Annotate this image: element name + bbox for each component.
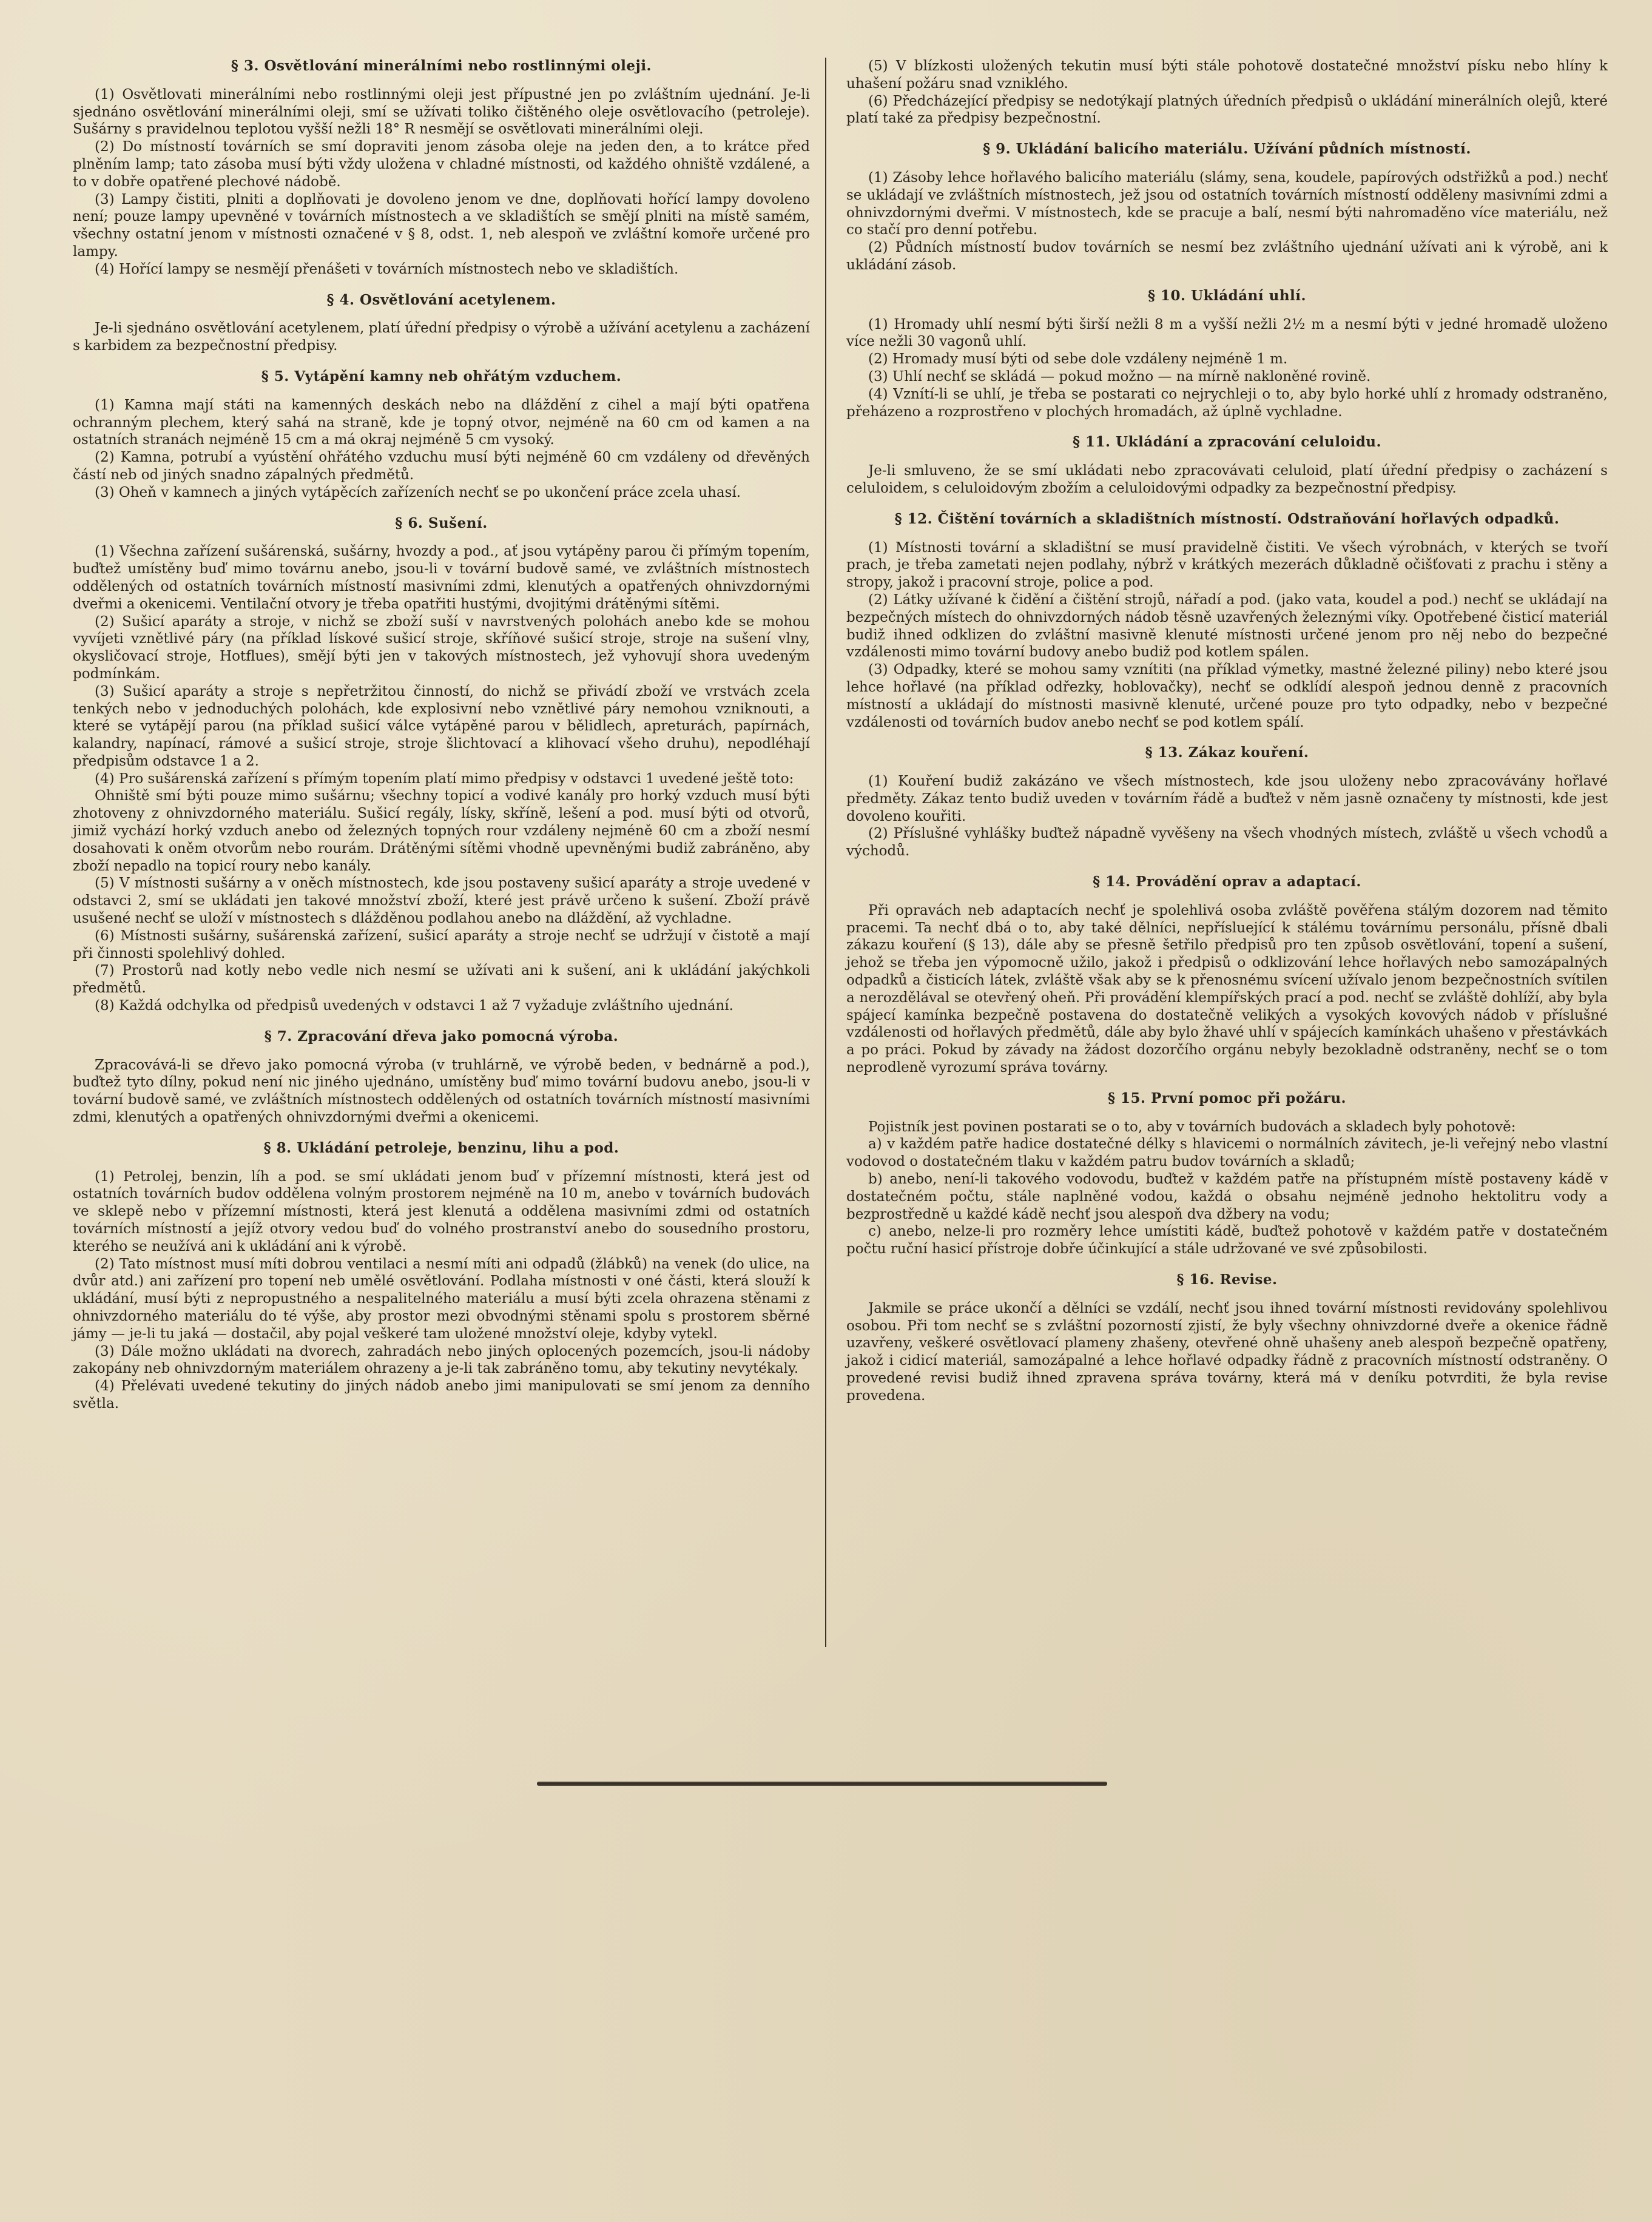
paragraph: (3) Dále možno ukládati na dvorech, zahradách nebo jiných oplocených pozemcích, jsou-li nádoby zakopány neb ohnivzdorným materiálem ohrazeny a je-li tak zabráněno tomu, aby tekutiny nevytékaly. bbox=[73, 1343, 810, 1377]
paragraph: (6) Předcházející předpisy se nedotýkají platných úředních předpisů o ukládání minerálních olejů, které platí také za předpisy bezpečnostní. bbox=[846, 93, 1608, 127]
paragraph: (1) Kamna mají státi na kamenných deskách nebo na dláždění z cihel a mají býti opatřena ochranným plechem, který sahá na straně, kde je topný otvor, nejméně na 60 cm od kamen a na ostatních stranách nejméně 15 cm a má okraj nejméně 5 cm vysoký. bbox=[73, 397, 810, 448]
paragraph: (5) V místnosti sušárny a v oněch místnostech, kde jsou postaveny sušicí aparáty a stroje uvedené v odstavci 2, smí se ukládati jen takové množství zboží, které jest právě určeno k sušení. Zboží právě usušené nechť se uloží v místnostech s dlážděnou podlahou anebo na dláždění, až vychladne. bbox=[73, 875, 810, 927]
paragraph: (1) Všechna zařízení sušárenská, sušárny, hvozdy a pod., ať jsou vytápěny parou či přímým topením, buďtež umístěny buď mimo továrnu anebo, jsou-li v tovární budově samé, ve zvláštních místnostech oddělených od ostatních továrních místností masivními zdmi, klenutých a opatřených ohnivzdornými dveřmi a okenicemi. Ventilační otvory je třeba opatřiti hustými, dvojitými drátěnými sítěmi. bbox=[73, 544, 810, 612]
section-heading: § 11. Ukládání a zpracování celuloidu. bbox=[1072, 434, 1382, 451]
paragraph: (2) Sušicí aparáty a stroje, v nichž se zboží suší v navrstvených polohách anebo kde se mohou vyvíjeti vznětlivé páry (na příklad lískové sušicí stroje, skříňové sušicí stroje, stroje na sušení vlny, okysličovací stroje, Hotflues), smějí býti jen v takových místnostech, jež vyhovují shora uvedeným podmínkám. bbox=[73, 613, 810, 682]
paragraph: (3) Oheň v kamnech a jiných vytápěcích zařízeních nechť se po ukončení práce zcela uhasí. bbox=[95, 484, 741, 500]
paragraph: (2) Příslušné vyhlášky buďtež nápadně vyvěšeny na všech vhodných místech, zvláště u všech vchodů a východů. bbox=[846, 826, 1608, 860]
bottom-ornament-rule bbox=[537, 1782, 1107, 1786]
paragraph: (1) Kouření budiž zakázáno ve všech místnostech, kde jsou uloženy nebo zpracovávány hořlavé předměty. Zákaz tento budiž uveden v továrním řádě a buďtež v něm jasně označeny ty místnosti, kde jest dovoleno kouřiti. bbox=[846, 773, 1608, 824]
paragraph: c) anebo, nelze-li pro rozměry lehce umístiti kádě, buďtež pohotově v každém patře v dostatečném počtu ruční hasicí přístroje dobře účinkující a stále udržované ve své způsobilosti. bbox=[846, 1224, 1608, 1257]
paragraph: (8) Každá odchylka od předpisů uvedených v odstavci 1 až 7 vyžaduje zvláštního ujednání. bbox=[95, 998, 733, 1014]
paragraph: (4) Vznítí-li se uhlí, je třeba se postarati co nejrychleji o to, aby bylo horké uhlí z hromady odstraněno, přeházeno a rozprostřeno v plochých hromadách, až úplně vychladne. bbox=[846, 386, 1608, 420]
section-heading: § 14. Provádění oprav a adaptací. bbox=[1093, 874, 1361, 890]
section-heading: § 4. Osvětlování acetylenem. bbox=[326, 291, 556, 308]
paragraph: (4) Pro sušárenská zařízení s přímým topením platí mimo předpisy v odstavci 1 uvedené ještě toto: bbox=[95, 770, 794, 787]
paragraph: (1) Hromady uhlí nesmí býti širší nežli 8 m a vyšší nežli 2½ m a nesmí býti v jedné hromadě uloženo více nežli 30 vagonů uhlí. bbox=[846, 316, 1608, 350]
paragraph: Zpracovává-li se dřevo jako pomocná výroba (v truhlárně, ve výrobě beden, v bednárně a pod.), buďtež tyto dílny, pokud není nic jiného ujednáno, umístěny buď mimo tovární budovu anebo, jsou-li v tovární budově samé, ve zvláštních místnostech oddělených od ostatních továrních místností masivními zdmi, klenutých a opatřených ohnivzdornými dveřmi a okenicemi. bbox=[73, 1057, 810, 1126]
paragraph: Při opravách neb adaptacích nechť je spolehlivá osoba zvláště pověřena stálým dozorem nad těmito pracemi. Ta nechť dbá o to, aby také dělníci, nepřísluející k stálému továrnímu personálu, přísně dbali zákazu kouření (§ 13), dále aby se přesně šetřilo předpisů pro ten způsob osvětlování, topení a sušení, jehož se třeba jen výpomocně užilo, jakož i předpisů o odklizování lehce hořlavých nebo samozápalných odpadků a čisticích látek, zvláště však aby se k přenosnému svícení užívalo jenom bezpečnostních svítilen a nerozdělával se otevřený oheň. Při provádění klempířských prací a pod. nechť se zvláště dohlíží, aby byla spájecí kamínka bezpečně postavena do dostatečně velikých a vysokých kovových nádob v příslušné vzdálenosti od hořlavých předmětů, dále aby bylo žhavé uhlí v spájecích kamínkách uhašeno v přestávkách a po práci. Pokud by závady na žádost dozorčího orgánu nebyly bezokladně odstraněny, nechť se o tom neprodleně vyrozumí správa továrny. bbox=[846, 902, 1608, 1076]
paragraph: (2) Půdních místností budov továrních se nesmí bez zvláštního ujednání užívati ani k výrobě, ani k ukládání zásob. bbox=[846, 240, 1608, 273]
right-column bbox=[846, 58, 1608, 1405]
paragraph: (2) Hromady musí býti od sebe dole vzdáleny nejméně 1 m. bbox=[868, 351, 1288, 368]
paragraph: (1) Místnosti tovární a skladištní se musí pravidelně čistiti. Ve všech výrobnách, v kterých se tvoří prach, je třeba zametati nejen podlahy, nýbrž v krátkých mezerách důkladně očišťovati z prachu i stěny a stropy, jakož i pracovní stroje, police a pod. bbox=[846, 539, 1608, 591]
paragraph: (2) Kamna, potrubí a vyústění ohřátého vzduchu musí býti nejméně 60 cm vzdáleny od dřevěných částí neb od jiných snadno zápalných předmětů. bbox=[73, 449, 810, 483]
paragraph: b) anebo, není-li takového vodovodu, buďtež v každém patře na přístupném místě postaveny kádě v dostatečném počtu, stále naplněné vodou, každá o obsahu nejméně jednoho hektolitru vody a bezprostředně u každé kádě nechť jsou alespoň dva džbery na vodu; bbox=[846, 1171, 1608, 1222]
section-heading: § 10. Ukládání uhlí. bbox=[1147, 287, 1307, 304]
paragraph: (7) Prostorů nad kotly nebo vedle nich nesmí se užívati ani k sušení, ani k ukládání jakýchkoli předmětů. bbox=[73, 963, 810, 997]
paragraph: Pojistník jest povinen postarati se o to, aby v továrních budovách a skladech byly pohotově: bbox=[868, 1119, 1516, 1135]
section-heading: § 12. Čištění továrních a skladištních místností. Odstraňování hořlavých odpadků. bbox=[894, 510, 1560, 527]
paragraph: (2) Látky užívané k čidění a čištění strojů, nářadí a pod. (jako vata, koudel a pod.) nechť se ukládají na bezpečných místech do ohnivzdorných nádob těsně uzavřených železnými víky. Opotřebené čisticí materiál budiž ihned odklizen do zvláštní masivně klenuté místnosti určené jenom pro něj nebo do bezpečné vzdálenosti mimo tovární budovy anebo budiž pod kotlem spálen. bbox=[846, 591, 1608, 661]
paragraph: (3) Lampy čistiti, plniti a doplňovati je dovoleno jenom ve dne, doplňovati hořící lampy dovoleno není; pouze lampy upevněné v továrních místnostech a ve skladištích se smějí plniti na místě samém, všechny ostatní jenom v místnosti označené v § 8, odst. 1, neb alespoň ve zvláštní komoře určené pro lampy. bbox=[73, 191, 810, 260]
paragraph: (1) Osvětlovati minerálními nebo rostlinnými oleji jest přípustné jen po zvláštním ujednání. Je-li sjednáno osvětlování minerálními oleji, smí se užívati toliko čištěného oleje osvětlovacího (petroleje). Sušárny s pravidelnou teplotou vyšší nežli 18° R nesmějí se osvětlovati minerálními oleji. bbox=[73, 86, 810, 138]
section-heading: § 13. Zákaz kouření. bbox=[1145, 744, 1309, 761]
paragraph: Jakmile se práce ukončí a dělníci se vzdálí, nechť jsou ihned tovární místnosti revidovány spolehlivou osobou. Při tom nechť se s zvláštní pozorností zjistí, že byly všechny ohnivzdorné dveře a okenice řádně uzavřeny, veškeré osvětlovací plameny zhašeny, otevřené ohně uhašeny aneb alespoň bezpečně opatřeny, jakož i cidicí materiál, samozápalné a lehce hořlavé odpadky řádně z pracovních místností odstraněny. O provedené revisi budiž ihned zpravena správa továrny, která má v deníku potvrditi, že byla revise provedena. bbox=[846, 1300, 1608, 1404]
paragraph: (2) Do místností továrních se smí dopraviti jenom zásoba oleje na jeden den, a to krátce před plněním lamp; tato zásoba musí býti vždy uložena v chladné místnosti, od každého ohniště vzdálené, a to v dobře opatřené plechové nádobě. bbox=[73, 139, 810, 190]
paragraph: (4) Přelévati uvedené tekutiny do jiných nádob anebo jimi manipulovati se smí jenom za denního světla. bbox=[73, 1378, 810, 1412]
section-heading: § 6. Sušení. bbox=[395, 514, 488, 531]
column-divider bbox=[825, 58, 826, 1647]
paragraph: (5) V blízkosti uložených tekutin musí býti stále pohotově dostatečné množství písku nebo hlíny k uhašení požáru snad vzniklého. bbox=[846, 58, 1608, 92]
paragraph: (4) Hořící lampy se nesmějí přenášeti v továrních místnostech nebo ve skladištích. bbox=[95, 261, 679, 277]
section-heading: § 7. Zpracování dřeva jako pomocná výroba. bbox=[264, 1028, 619, 1045]
paragraph: a) v každém patře hadice dostatečné délky s hlavicemi o normálních závitech, je-li veřejný nebo vlastní vodovod o dostatečném tlaku v každém patru budov továrních a skladů; bbox=[846, 1136, 1608, 1170]
paragraph: Ohniště smí býti pouze mimo sušárnu; všechny topicí a vodivé kanály pro horký vzduch musí býti zhotoveny z ohnivzdorného materiálu. Sušicí regály, lísky, skříně, lešení a pod. musí býti od otvorů, jimiž vychází horký vzduch anebo od železných topných rour vzdáleny nejméně 60 cm a zboží nesmí dosahovati k oněm otvorům nebo rourám. Drátěnými sítěmi vhodně upevněnými budiž zabráněno, aby zboží nepadlo na topicí roury nebo kanály. bbox=[73, 788, 810, 874]
paragraph: (6) Místnosti sušárny, sušárenská zařízení, sušicí aparáty a stroje nechť se udržují v čistotě a mají při činnosti spolehlivý dohled. bbox=[73, 928, 810, 961]
section-heading: § 8. Ukládání petroleje, benzinu, lihu a pod. bbox=[263, 1139, 619, 1156]
paragraph: (2) Tato místnost musí míti dobrou ventilaci a nesmí míti ani odpadů (žlábků) na venek (do ulice, na dvůr atd.) ani zařízení pro topení neb umělé osvětlování. Podlaha místnosti v oné části, která slouží k ukládání, musí býti z nepropustného a nespalitelného materiálu a musí býti zcela ohrazena stěnami z ohnivzdorného materiálu do té výše, aby prostor mezi obvodnými stěnami spolu s prostorem sběrné jámy — je-li tu jaká — dostačil, aby pojal veškeré tam uložené množství oleje, kdyby vytekl. bbox=[73, 1256, 810, 1342]
section-heading: § 3. Osvětlování minerálními nebo rostlinnými oleji. bbox=[231, 58, 652, 74]
paragraph: (1) Zásoby lehce hořlavého balicího materiálu (slámy, sena, koudele, papírových odstřižků a pod.) nechť se ukládají ve zvláštních místnostech, jež jsou od ostatních továrních místností odděleny masivními zdmi a ohnivzdornými dveřmi. V místnostech, kde se pracuje a balí, nesmí býti nahromaděno více materiálu, než co stačí pro denní potřebu. bbox=[846, 169, 1608, 238]
paragraph: (1) Petrolej, benzin, líh a pod. se smí ukládati jenom buď v přízemní místnosti, která jest od ostatních továrních budov oddělena volným prostorem nejméně na 10 m, anebo v továrních budovách ve sklepě nebo v přízemní místnosti, která jest klenutá a oddělena masivními zdmi od ostatních továrních místností a jejíž otvory vedou buď do volného prostranství anebo do sousedního prostoru, kterého se neužívá ani k ukládání ani k výrobě. bbox=[73, 1168, 810, 1254]
section-heading: § 9. Ukládání balicího materiálu. Užívání půdních místností. bbox=[983, 141, 1471, 158]
paragraph: (3) Sušicí aparáty a stroje s nepřetržitou činností, do nichž se přivádí zboží ve vrstvách zcela tenkých nebo v jednoduchých polohách, kde explosivní nebo vznětlivé páry nemohou vzniknouti, a které se vytápějí parou (na příklad sušicí válce vytápěné parou v bělidlech, apreturách, papírnách, kalandry, napínací, rámové a sušicí stroje, stroje šlichtovací a klihovací všeho druhu), nepodléhají předpisům odstavce 1 a 2. bbox=[73, 683, 810, 769]
section-heading: § 15. První pomoc při požáru. bbox=[1107, 1089, 1347, 1106]
paragraph: Je-li smluveno, že se smí ukládati nebo zpracovávati celuloid, platí úřední předpisy o zacházení s celuloidem, s celuloidovým zbožím a celuloidovými odpadky za bezpečnostní předpisy. bbox=[846, 463, 1608, 496]
paragraph: (3) Uhlí nechť se skládá — pokud možno — na mírně nakloněné rovině. bbox=[868, 368, 1371, 385]
paragraph: Je-li sjednáno osvětlování acetylenem, platí úřední předpisy o výrobě a užívání acetylenu a zacházení s karbidem za bezpečnostní předpisy. bbox=[73, 320, 810, 354]
section-heading: § 16. Revise. bbox=[1176, 1271, 1278, 1288]
left-column bbox=[73, 58, 810, 1413]
section-heading: § 5. Vytápění kamny neb ohřátým vzduchem. bbox=[261, 368, 622, 385]
paragraph: (3) Odpadky, které se mohou samy vznítiti (na příklad výmetky, mastné železné piliny) nebo které jsou lehce hořlavé (na příklad odřezky, hoblovačky), nechť se odklídí alespoň jednou denně z pracovních místností a ukládají do místnosti masivně klenuté, určené pouze pro tyto odpadky, nebo v bezpečné vzdálenosti od továrních budov anebo nechť se pod kotlem spálí. bbox=[846, 662, 1608, 730]
